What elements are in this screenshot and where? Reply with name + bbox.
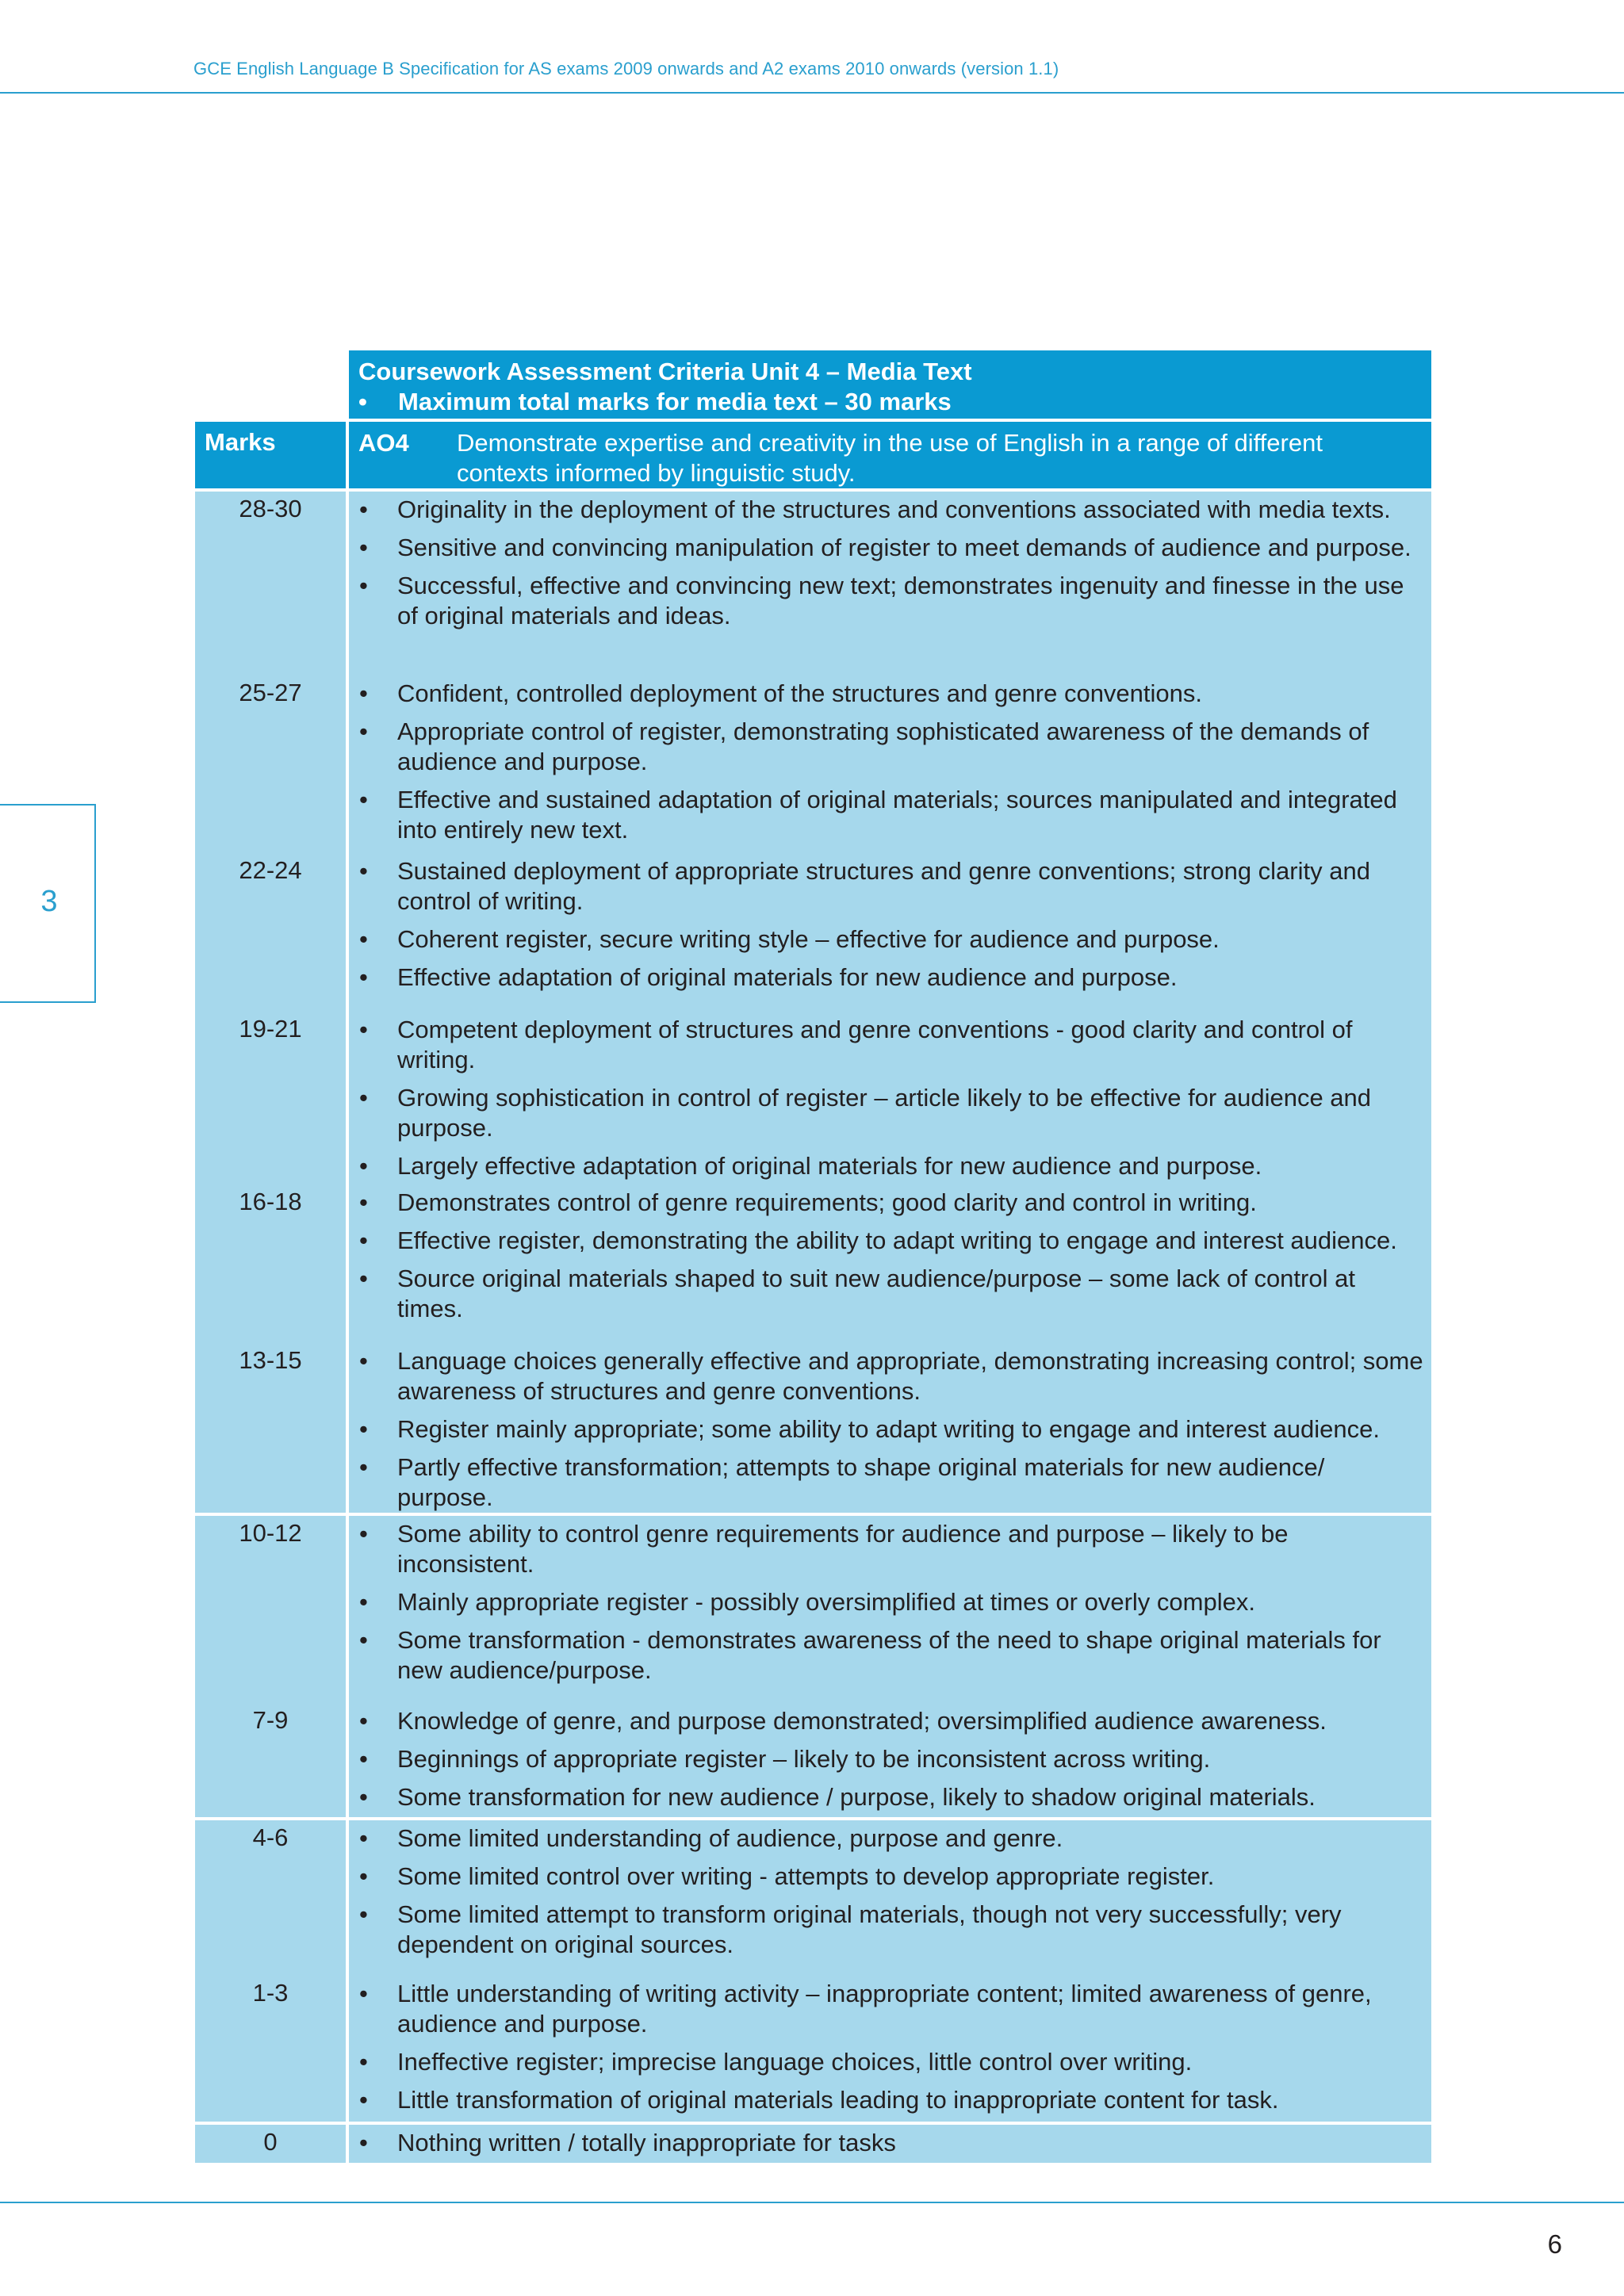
criterion: • Sustained deployment of appropriate structures and genre conventions; strong clarity and control of writing. [349, 856, 1431, 916]
criterion: • Some limited control over writing - attempts to develop appropriate register. [349, 1862, 1431, 1892]
criterion: • Beginnings of appropriate register – likely to be inconsistent across writing. [349, 1744, 1431, 1774]
section-tab [0, 804, 96, 1003]
criterion: • Some transformation for new audience / purpose, likely to shadow original materials. [349, 1782, 1431, 1812]
band-group [195, 1184, 1431, 1513]
mark-range: 13-15 [239, 1346, 302, 1374]
criterion: • Little transformation of original materials leading to inappropriate content for task. [349, 2085, 1431, 2115]
criteria-list [349, 495, 1431, 639]
mark-range: 10-12 [239, 1519, 302, 1547]
criterion: • Growing sophistication in control of register – article likely to be effective for audience and purpose. [349, 1083, 1431, 1143]
band-group [195, 853, 1431, 1181]
criterion: • Language choices generally effective and appropriate, demonstrating increasing control; some awareness of structures and genre conventions. [349, 1346, 1431, 1406]
criterion: • Some ability to control genre requirements for audience and purpose – likely to be inconsistent. [349, 1519, 1431, 1579]
ao-header-cell [349, 422, 1431, 488]
mark-range: 4-6 [252, 1823, 289, 1851]
criteria-list [349, 856, 1431, 1001]
criteria-cell [349, 1516, 1431, 1817]
criteria-cell [349, 1820, 1431, 2122]
marks-column-header: Marks [195, 422, 346, 488]
running-header: GCE English Language B Specification for AS exams 2009 onwards and A2 exams 2010 onwards (version 1.1) [193, 59, 1059, 78]
criterion: • Demonstrates control of genre requirements; good clarity and control in writing. [349, 1188, 1431, 1218]
criterion: • Some limited understanding of audience, purpose and genre. [349, 1823, 1431, 1854]
ao-description: Demonstrate expertise and creativity in the use of English in a range of different contexts informed by linguistic study. [457, 429, 1323, 487]
criterion: • Register mainly appropriate; some ability to adapt writing to engage and interest audience. [349, 1414, 1431, 1445]
criteria-cell [349, 1184, 1431, 1513]
criterion: • Appropriate control of register, demonstrating sophisticated awareness of the demands of audience and purpose. [349, 717, 1431, 777]
mark-range: 28-30 [239, 495, 302, 522]
marks-cell [195, 1820, 346, 2122]
criterion: • Competent deployment of structures and genre conventions - good clarity and control of writing. [349, 1015, 1431, 1075]
criteria-list [349, 1346, 1431, 1521]
marks-cell [195, 1184, 346, 1513]
criterion: • Some limited attempt to transform original materials, though not very successfully; very dependent on original sources. [349, 1900, 1431, 1960]
criteria-cell [349, 2125, 1431, 2163]
section-number: 3 [40, 885, 58, 918]
criterion: • Partly effective transformation; attempts to shape original materials for new audience/ purpose. [349, 1452, 1431, 1513]
band-group [195, 1820, 1431, 2122]
criteria-list [349, 2128, 1431, 2166]
ao-code: AO4 [358, 429, 409, 457]
table-subtitle [358, 387, 1431, 417]
mark-range: 25-27 [239, 679, 302, 706]
criteria-list [349, 1015, 1431, 1189]
footer-rule [0, 2202, 1624, 2203]
header-rule [0, 92, 1624, 94]
criteria-list [349, 1823, 1431, 1968]
criterion: • Effective and sustained adaptation of original materials; sources manipulated and integrated into entirely new text. [349, 785, 1431, 845]
criteria-list [349, 1979, 1431, 2123]
criteria-list [349, 1706, 1431, 1820]
mark-range: 0 [263, 2128, 278, 2156]
criterion: • Nothing written / totally inappropriate for tasks [349, 2128, 1431, 2158]
criteria-list [349, 679, 1431, 853]
mark-range: 16-18 [239, 1188, 302, 1215]
subtitle-bullet: • [358, 388, 367, 415]
criterion: • Largely effective adaptation of original materials for new audience and purpose. [349, 1151, 1431, 1181]
criteria-list [349, 1519, 1431, 1693]
table-subtitle-text: Maximum total marks for media text – 30 marks [398, 388, 952, 415]
table-title-cell [349, 350, 1431, 419]
table-title: Coursework Assessment Criteria Unit 4 – Media Text [358, 358, 972, 385]
criterion: • Effective adaptation of original materials for new audience and purpose. [349, 962, 1431, 993]
criterion: • Originality in the deployment of the structures and conventions associated with media texts. [349, 495, 1431, 525]
criterion: • Some transformation - demonstrates awareness of the need to shape original materials for new audience/purpose. [349, 1625, 1431, 1686]
mark-range: 19-21 [239, 1015, 302, 1043]
criterion: • Confident, controlled deployment of the structures and genre conventions. [349, 679, 1431, 709]
mark-range: 22-24 [239, 856, 302, 884]
criteria-cell [349, 853, 1431, 1181]
mark-range: 1-3 [252, 1979, 289, 2007]
marks-cell [195, 1516, 346, 1817]
page-number: 6 [1547, 2229, 1562, 2259]
criterion: • Effective register, demonstrating the ability to adapt writing to engage and interest audience. [349, 1226, 1431, 1256]
criterion: • Successful, effective and convincing new text; demonstrates ingenuity and finesse in the use of original materials and ideas. [349, 571, 1431, 631]
marks-cell [195, 853, 346, 1181]
criterion: • Mainly appropriate register - possibly oversimplified at times or overly complex. [349, 1587, 1431, 1617]
criterion: • Source original materials shaped to suit new audience/purpose – some lack of control at times. [349, 1264, 1431, 1324]
criterion: • Little understanding of writing activity – inappropriate content; limited awareness of genre, audience and purpose. [349, 1979, 1431, 2039]
band-group [195, 1516, 1431, 1817]
criterion: • Ineffective register; imprecise language choices, little control over writing. [349, 2047, 1431, 2077]
mark-range: 7-9 [252, 1706, 289, 1734]
criterion: • Sensitive and convincing manipulation of register to meet demands of audience and purpose. [349, 533, 1431, 563]
band-group [195, 2125, 1431, 2163]
marks-cell [195, 2125, 346, 2163]
criterion: • Coherent register, secure writing style – effective for audience and purpose. [349, 924, 1431, 955]
criterion: • Knowledge of genre, and purpose demonstrated; oversimplified audience awareness. [349, 1706, 1431, 1736]
criteria-list [349, 1188, 1431, 1332]
